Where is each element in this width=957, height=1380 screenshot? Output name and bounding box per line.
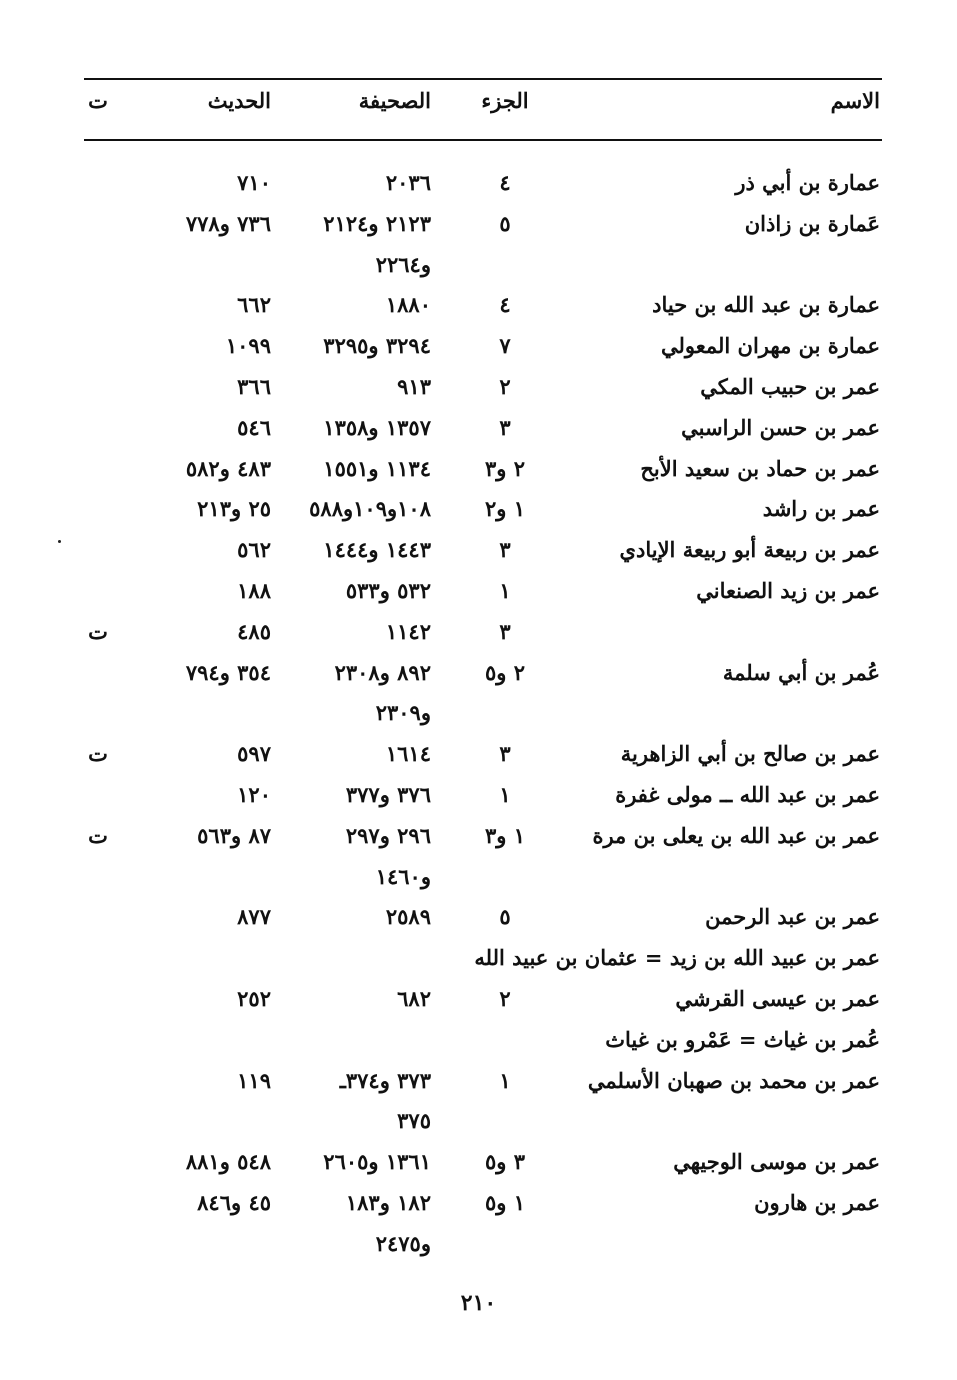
- header-page: الصحيفة: [358, 88, 431, 113]
- entry-name: عمر بن ربيعة أبو ربيعة الإيادي: [619, 537, 880, 562]
- entry-volume: ١: [499, 578, 511, 603]
- entry-mark: ت: [88, 741, 108, 766]
- entry-volume: ١ و٥: [484, 1190, 525, 1215]
- entry-name: عمر بن هارون: [754, 1190, 880, 1215]
- entry-page: ٨٩٢ و٢٣٠٨: [334, 660, 431, 685]
- entry-page: ١١٣٤ و١٥٥١: [323, 456, 431, 481]
- entry-name: عمر بن عبد الله بن يعلى بن مرة: [592, 823, 880, 848]
- entry-page: ١٣٦١ و٢٦٠٥: [323, 1149, 431, 1174]
- entry-hadith: ٦٦٢: [237, 292, 271, 317]
- entry-volume: ٤: [499, 170, 511, 195]
- entry-hadith: ٤٨٣ و٥٨٢: [185, 456, 271, 481]
- entry-name: عمر بن عبد الله ــ مولى غفرة: [615, 782, 880, 807]
- entry-page: ١٨٨٠: [385, 292, 431, 317]
- entry-name: عمر بن موسى الوجيهي: [673, 1149, 880, 1174]
- entry-page: و١٤٦٠: [375, 864, 431, 889]
- entry-name: عمر بن راشد: [762, 496, 880, 521]
- margin-speck: [58, 540, 61, 543]
- entry-hadith: ٧١٠: [237, 170, 271, 195]
- entry-hadith: ٥٤٦: [237, 415, 271, 440]
- header-mark: ت: [88, 88, 108, 113]
- entry-mark: ت: [88, 823, 108, 848]
- entry-volume: ٧: [499, 333, 511, 358]
- entry-hadith: ٥٤٨ و٨٨١: [185, 1149, 271, 1174]
- entry-volume: ٤: [499, 292, 511, 317]
- entry-hadith: ١٠٩٩: [225, 333, 271, 358]
- page-number: ٢١٠: [460, 1290, 497, 1316]
- entry-page: ٢٥٨٩: [385, 904, 431, 929]
- entry-page: و٢٣٠٩: [375, 700, 431, 725]
- entry-volume: ٢ و٣: [484, 456, 525, 481]
- entry-hadith: ٥٩٧: [237, 741, 271, 766]
- entry-volume: ١: [499, 782, 511, 807]
- entry-name: عمارة بن مهران المعولي: [660, 333, 880, 358]
- entry-page: و٢٢٦٤: [375, 252, 431, 277]
- entry-hadith: ٨٧ و٥٦٣: [197, 823, 271, 848]
- entry-page: ١٣٥٧ و١٣٥٨: [323, 415, 431, 440]
- entry-page: ٣٧٣ و٣٧٤ـ: [339, 1068, 431, 1093]
- entry-page: ٢٩٦ و٢٩٧: [345, 823, 431, 848]
- entry-volume: ٣: [499, 415, 511, 440]
- entry-page: ٩١٣: [397, 374, 431, 399]
- entry-mark: ت: [88, 619, 108, 644]
- entry-volume: ٣ و٥: [484, 1149, 525, 1174]
- entry-name: عمر بن عبيد الله بن زيد = عثمان بن عبيد الله: [474, 945, 880, 970]
- header-rule: [84, 139, 882, 141]
- entry-hadith: ٤٨٥: [237, 619, 271, 644]
- entry-name: عُمر بن غياث = عَمْرو بن غياث: [605, 1027, 880, 1052]
- entry-page: ٦٨٢: [397, 986, 431, 1011]
- entry-page: ٢٠٣٦: [385, 170, 431, 195]
- top-rule: [84, 78, 882, 80]
- entry-page: ١٨٢ و١٨٣: [345, 1190, 431, 1215]
- entry-volume: ١ و٣: [484, 823, 525, 848]
- entry-page: ٢١٢٣ و٢١٢٤: [323, 211, 431, 236]
- entry-page: ٣٧٦ و٣٧٧: [345, 782, 431, 807]
- entry-volume: ٢: [499, 986, 511, 1011]
- entry-name: عمر بن عبد الرحمن: [705, 904, 880, 929]
- entry-hadith: ١٨٨: [237, 578, 271, 603]
- entry-volume: ٥: [499, 904, 511, 929]
- entry-name: عُمر بن أبي سلمة: [722, 660, 880, 685]
- entry-page: ٣٧٥: [397, 1108, 431, 1133]
- header-name: الاسم: [830, 88, 880, 113]
- entry-page: ٣٢٩٤ و٣٢٩٥: [323, 333, 431, 358]
- entry-volume: ٢ و٥: [484, 660, 525, 685]
- entry-name: عمر بن حسن الراسبي: [681, 415, 880, 440]
- entry-volume: ٣: [499, 537, 511, 562]
- entry-name: عمر بن عيسى القرشي: [675, 986, 880, 1011]
- entry-name: عمر بن صالح بن أبي الزاهرية: [620, 741, 880, 766]
- entry-hadith: ٣٦٦: [237, 374, 271, 399]
- entry-volume: ٢: [499, 374, 511, 399]
- entry-page: ١٦١٤: [385, 741, 431, 766]
- header-volume: الجزء: [481, 88, 529, 113]
- entry-page: ١١٤٢: [385, 619, 431, 644]
- entry-volume: ١ و٢: [484, 496, 525, 521]
- entry-volume: ١: [499, 1068, 511, 1093]
- entry-volume: ٥: [499, 211, 511, 236]
- entry-name: عمر بن محمد بن صهبان الأسلمي: [587, 1068, 880, 1093]
- entry-name: عمر بن زيد الصنعاني: [696, 578, 880, 603]
- entry-page: ٥٣٢ و٥٣٣: [345, 578, 431, 603]
- entry-name: عَمارة بن زاذان: [744, 211, 880, 236]
- entry-volume: ٣: [499, 741, 511, 766]
- entry-hadith: ٧٣٦ و٧٧٨: [185, 211, 271, 236]
- entry-hadith: ٥٦٢: [237, 537, 271, 562]
- entry-name: عمر بن حماد بن سعيد الأبح: [640, 456, 880, 481]
- entry-name: عمر بن حبيب المكي: [700, 374, 880, 399]
- header-hadith: الحديث: [207, 88, 271, 113]
- entry-page: ١٤٤٣ و١٤٤٤: [323, 537, 431, 562]
- entry-hadith: ١٢٠: [237, 782, 271, 807]
- entry-hadith: ٣٥٤ و٧٩٤: [185, 660, 271, 685]
- entry-hadith: ٤٥ و٨٤٦: [197, 1190, 271, 1215]
- entry-name: عمارة بن أبي ذر: [735, 170, 880, 195]
- entry-page: و٢٤٧٥: [375, 1231, 431, 1256]
- entry-hadith: ٢٥ و٢١٣: [197, 496, 271, 521]
- entry-hadith: ٢٥٢: [237, 986, 271, 1011]
- entry-hadith: ١١٩: [237, 1068, 271, 1093]
- entry-hadith: ٨٧٧: [237, 904, 271, 929]
- entry-name: عمارة بن عبد الله بن حياد: [652, 292, 880, 317]
- entry-page: ١٠٨و١٠٩و٥٨٨: [309, 496, 431, 521]
- entry-volume: ٣: [499, 619, 511, 644]
